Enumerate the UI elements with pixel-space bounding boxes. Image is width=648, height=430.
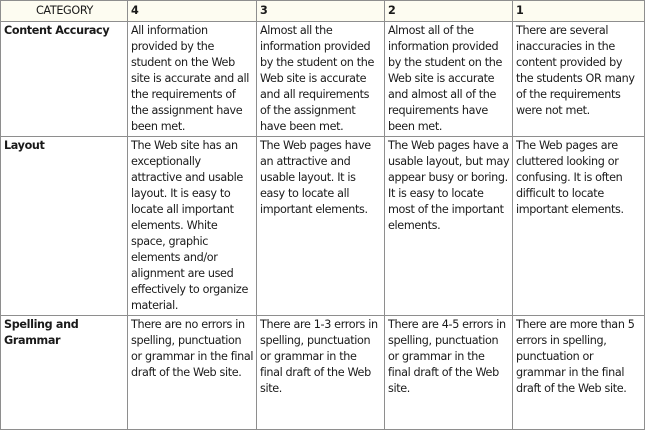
row-label: Content Accuracy [1,22,128,137]
table-row-spelling-grammar [1,316,645,430]
criteria-cell: There are no errors in spelling, punctuation or grammar in the final draft of the Web site. [128,316,257,430]
criteria-cell: The Web site has an exceptionally attractive and usable layout. It is easy to locate all important elements. White space, graphic elements and/or alignment are used effectively to organize material. [128,137,257,316]
criteria-cell: The Web pages have a usable layout, but may appear busy or boring. It is easy to locate most of the important elements. [385,137,513,316]
row-label: Layout [1,137,128,316]
header-score-1: 1 [513,1,645,22]
criteria-cell: There are 4-5 errors in spelling, punctuation or grammar in the final draft of the Web site. [385,316,513,430]
header-score-2: 2 [385,1,513,22]
criteria-cell: There are more than 5 errors in spelling, punctuation or grammar in the final draft of the Web site. [513,316,645,430]
criteria-cell: Almost all of the information provided by the student on the Web site is accurate and almost all of the requirements have been met. [385,22,513,137]
table-row-layout [1,137,645,316]
header-score-3: 3 [257,1,385,22]
header-row [1,1,645,22]
criteria-cell: Almost all the information provided by the student on the Web site is accurate and all requirements of the assignment have been met. [257,22,385,137]
criteria-cell: There are 1-3 errors in spelling, punctuation or grammar in the final draft of the Web site. [257,316,385,430]
table-row-content-accuracy [1,22,645,137]
header-score-4: 4 [128,1,257,22]
row-label: Spelling and Grammar [1,316,128,430]
header-category: CATEGORY [1,1,128,22]
criteria-cell: There are several inaccuracies in the content provided by the students OR many of the requirements were not met. [513,22,645,137]
criteria-cell: The Web pages are cluttered looking or confusing. It is often difficult to locate important elements. [513,137,645,316]
criteria-cell: The Web pages have an attractive and usable layout. It is easy to locate all important elements. [257,137,385,316]
criteria-cell: All information provided by the student on the Web site is accurate and all the requirements of the assignment have been met. [128,22,257,137]
